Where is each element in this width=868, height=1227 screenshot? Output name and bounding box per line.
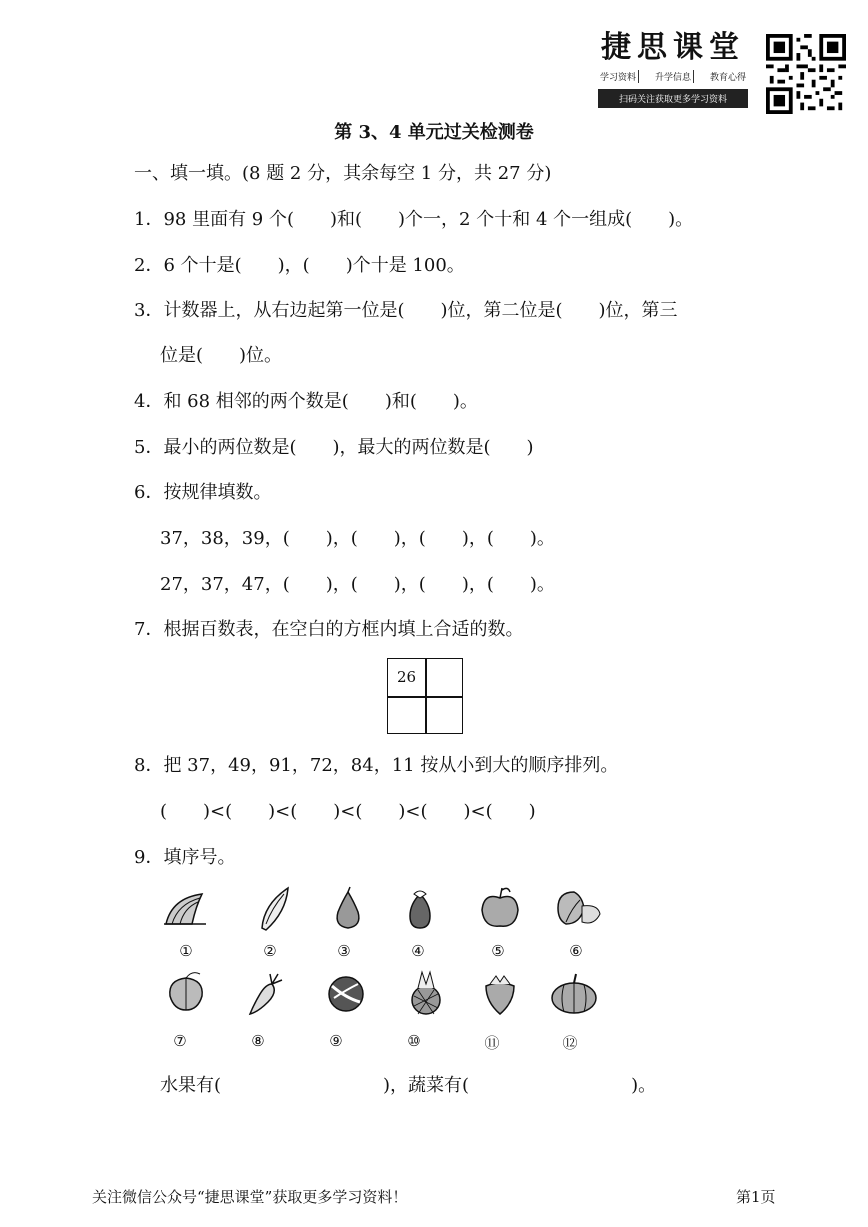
item-label: ⑨ xyxy=(329,1032,343,1050)
item-label: ⑧ xyxy=(251,1032,265,1050)
banana-icon xyxy=(162,884,210,932)
item-label: ② xyxy=(263,942,277,960)
radish-icon xyxy=(242,968,290,1016)
eggplant-icon xyxy=(396,884,444,932)
cabbage-icon xyxy=(554,884,602,932)
grid-divider xyxy=(388,696,462,698)
question-5: 5．最小的两位数是( )，最大的两位数是( ) xyxy=(134,437,534,458)
question-3-continued: 位是( )位。 xyxy=(160,345,283,366)
question-4: 4．和 68 相邻的两个数是( )和( )。 xyxy=(134,391,478,412)
question-6-sequence-b: 27，37，47，( )，( )，( )，( )。 xyxy=(160,574,555,595)
pineapple-icon xyxy=(402,968,450,1016)
page-number: 第1页 xyxy=(736,1188,776,1206)
item-label: ⑩ xyxy=(407,1032,421,1050)
brand-name: 捷思课堂 xyxy=(601,30,745,65)
question-2: 2．6 个十是( )，( )个十是 100。 xyxy=(134,255,465,276)
strawberry-icon xyxy=(476,968,524,1016)
question-6-sequence-a: 37，38，39，( )，( )，( )，( )。 xyxy=(160,528,555,549)
pea-pod-icon xyxy=(252,884,300,932)
pumpkin-icon xyxy=(550,968,598,1016)
brand-tags xyxy=(598,70,748,83)
item-label: ⑫ xyxy=(562,1034,578,1052)
brand-tag: 升学信息 xyxy=(653,70,694,83)
item-label: ⑪ xyxy=(484,1034,500,1052)
grid-value: 26 xyxy=(397,668,417,686)
page-title: 第 3、4 单元过关检测卷 xyxy=(334,122,534,143)
watermelon-icon xyxy=(322,968,370,1016)
brand-tag: 学习资料 xyxy=(598,70,639,83)
item-label: ④ xyxy=(411,942,425,960)
qr-code-icon xyxy=(766,34,846,114)
question-3: 3．计数器上，从右边起第一位是( )位，第二位是( )位，第三 xyxy=(134,300,678,321)
section-heading: 一、填一填。(8 题 2 分，其余每空 1 分，共 27 分) xyxy=(134,163,552,184)
question-1: 1．98 里面有 9 个( )和( )个一，2 个十和 4 个一组成( )。 xyxy=(134,209,694,230)
brand-bar: 扫码关注获取更多学习资料 xyxy=(598,89,748,108)
hundred-chart-grid xyxy=(387,658,463,734)
peach-icon xyxy=(162,968,210,1016)
item-label: ⑥ xyxy=(569,942,583,960)
brand-block xyxy=(598,30,748,108)
question-8-answer-row: ( )<( )<( )<( )<( )<( ) xyxy=(160,801,536,822)
item-label: ③ xyxy=(337,942,351,960)
item-label: ⑤ xyxy=(491,942,505,960)
brand-tag: 教育心得 xyxy=(709,73,746,83)
question-6: 6．按规律填数。 xyxy=(134,482,272,503)
item-label: ⑦ xyxy=(173,1032,187,1050)
apple-icon xyxy=(476,884,524,932)
question-7: 7．根据百数表，在空白的方框内填上合适的数。 xyxy=(134,619,524,640)
item-label: ① xyxy=(179,942,193,960)
footer-note: 关注微信公众号“捷思课堂”获取更多学习资料！ xyxy=(92,1188,408,1206)
pear-icon xyxy=(324,884,372,932)
question-9-answer-row: 水果有( )，蔬菜有( )。 xyxy=(160,1075,657,1096)
question-8: 8．把 37，49，91，72，84，11 按从小到大的顺序排列。 xyxy=(134,755,619,776)
question-9: 9．填序号。 xyxy=(134,847,236,868)
